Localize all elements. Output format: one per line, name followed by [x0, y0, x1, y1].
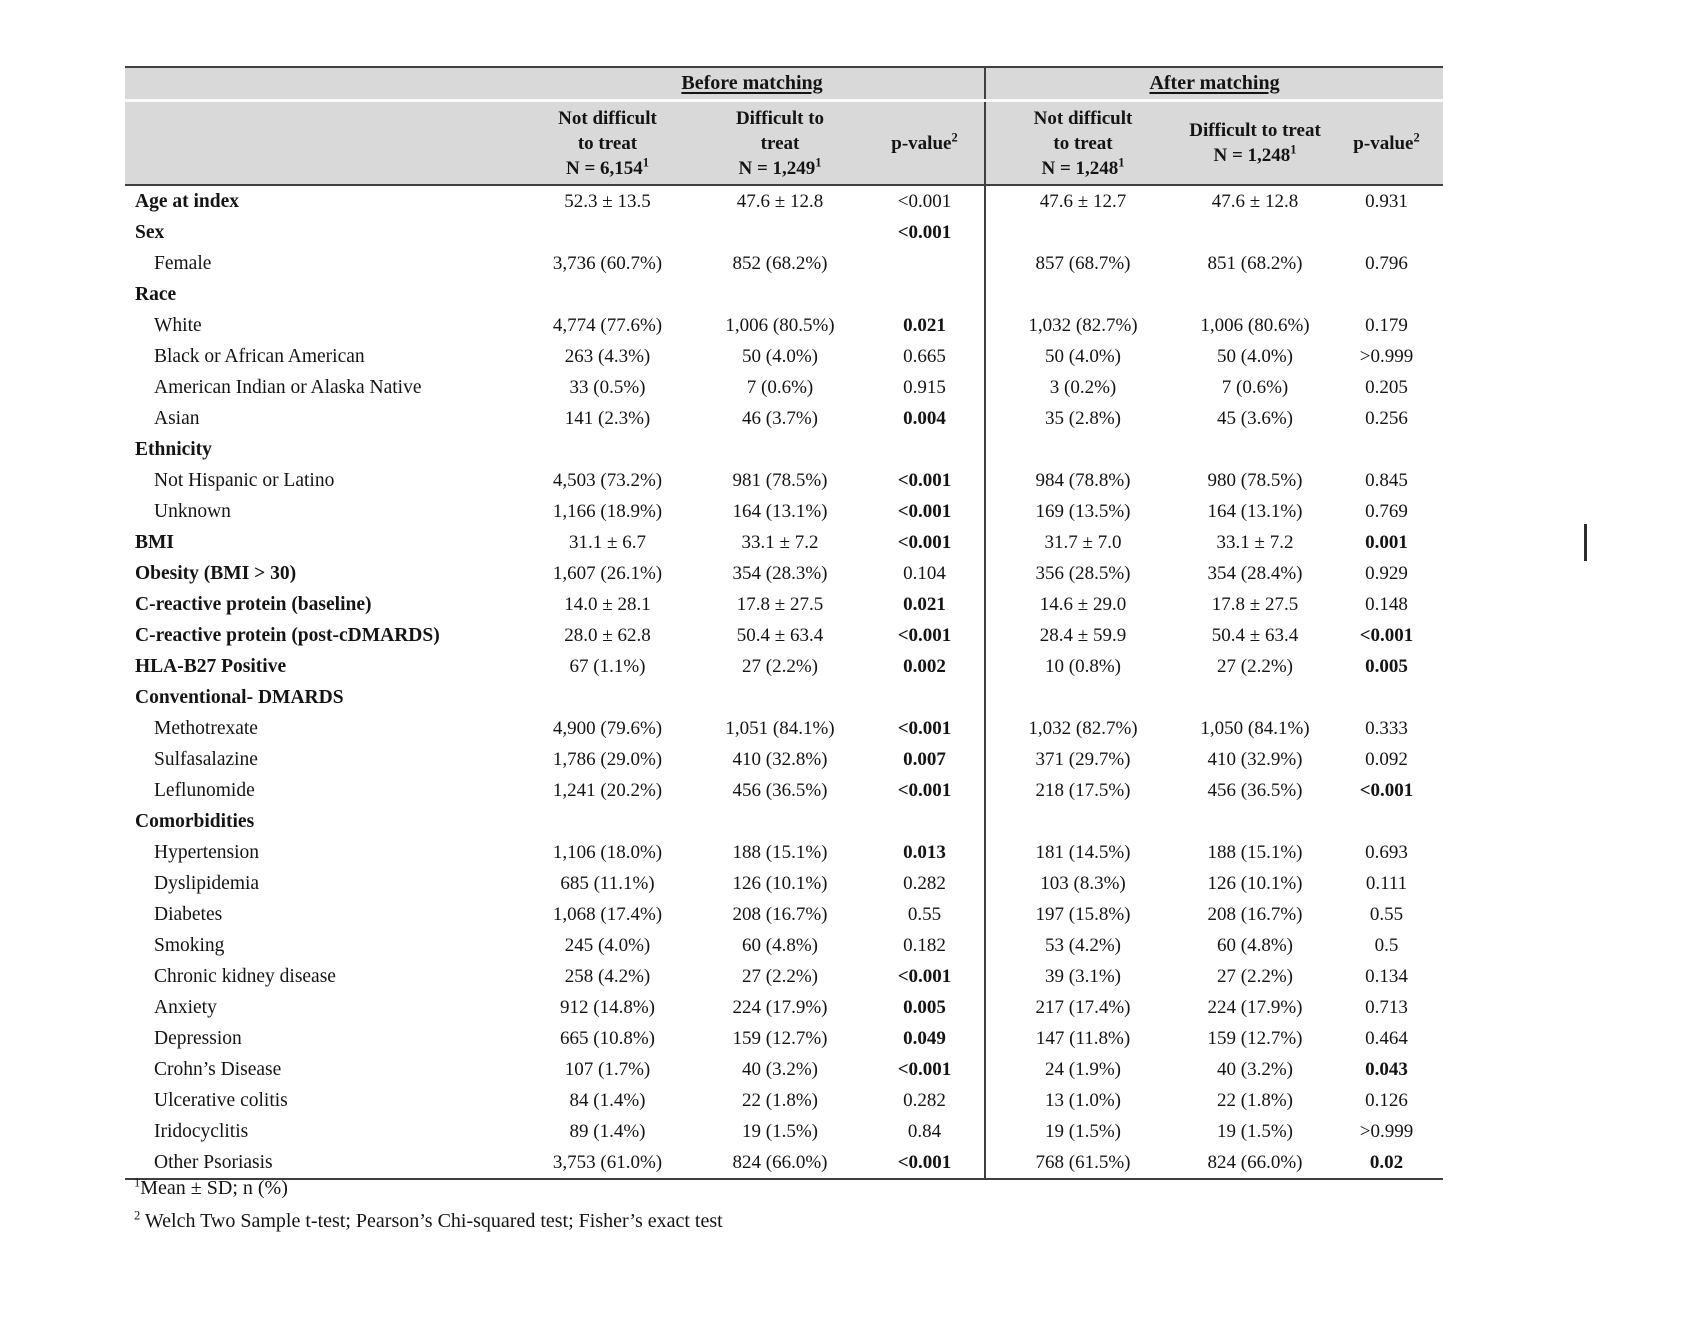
cell-after-pvalue: 0.845	[1365, 469, 1408, 491]
table-row	[125, 713, 1443, 744]
cell-after-difficult: 188 (15.1%)	[1207, 841, 1303, 863]
group-header-row	[125, 67, 1443, 101]
cell-after-difficult: 851 (68.2%)	[1207, 252, 1303, 274]
cell-after-not-difficult: 371 (29.7%)	[985, 744, 1180, 775]
cell-after-pvalue: 0.931	[1365, 190, 1408, 212]
cell-after-not-difficult: 10 (0.8%)	[985, 651, 1180, 682]
cell-after-difficult: 1,050 (84.1%)	[1200, 717, 1310, 739]
cell-after-not-difficult: 217 (17.4%)	[985, 992, 1180, 1023]
cell-after-pvalue	[1330, 434, 1443, 465]
cell-before-not-difficult	[520, 682, 695, 713]
cell-after-pvalue: 0.092	[1365, 748, 1408, 770]
table-row	[125, 527, 1443, 558]
cell-after-pvalue: 0.111	[1365, 872, 1408, 894]
cell-before-pvalue: <0.001	[897, 221, 952, 243]
cell-before-not-difficult: 84 (1.4%)	[569, 1089, 646, 1111]
cell-after-difficult: 824 (66.0%)	[1207, 1151, 1303, 1173]
cell-before-not-difficult: 14.0 ± 28.1	[564, 593, 651, 615]
cell-after-pvalue	[1330, 217, 1443, 248]
table-header	[125, 67, 1443, 185]
cell-before-pvalue: <0.001	[897, 779, 952, 801]
cell-before-pvalue: 0.005	[903, 996, 946, 1018]
cell-after-pvalue: 0.769	[1365, 500, 1408, 522]
row-label: Hypertension	[154, 841, 260, 863]
cell-after-difficult: 208 (16.7%)	[1207, 903, 1303, 925]
column-header-after-not-difficult: Not difficult to treat $N = 1,248^1$	[985, 101, 1180, 186]
row-label: Methotrexate	[154, 717, 258, 739]
cell-before-not-difficult: 4,900 (79.6%)	[552, 717, 663, 739]
cell-before-difficult: 1,006 (80.5%)	[725, 314, 835, 336]
cell-after-not-difficult: 103 (8.3%)	[985, 868, 1180, 899]
cell-after-not-difficult: 28.4 ± 59.9	[985, 620, 1180, 651]
row-label: Diabetes	[154, 903, 223, 925]
cell-after-difficult: 47.6 ± 12.8	[1211, 190, 1299, 212]
cell-before-difficult: 33.1 ± 7.2	[741, 531, 819, 553]
cell-before-pvalue	[865, 682, 985, 713]
cell-before-difficult: 22 (1.8%)	[742, 1089, 818, 1111]
column-header-after-difficult: Difficult to treat $N = 1,248^1$	[1180, 101, 1330, 186]
cell-before-pvalue: <0.001	[897, 965, 952, 987]
cell-before-difficult: 159 (12.7%)	[732, 1027, 828, 1049]
row-label: Other Psoriasis	[154, 1151, 273, 1173]
table-row	[125, 1085, 1443, 1116]
cell-after-not-difficult: 181 (14.5%)	[985, 837, 1180, 868]
baseline-characteristics-table	[125, 66, 1443, 1180]
table-row	[125, 682, 1443, 713]
cell-after-difficult: 410 (32.9%)	[1207, 748, 1303, 770]
cell-before-difficult: 410 (32.8%)	[732, 748, 828, 770]
cell-before-pvalue: <0.001	[897, 469, 952, 491]
cell-after-pvalue: 0.464	[1365, 1027, 1408, 1049]
cell-before-pvalue	[865, 279, 985, 310]
cell-before-pvalue: 0.049	[903, 1027, 946, 1049]
cell-after-pvalue: 0.693	[1365, 841, 1408, 863]
cell-before-not-difficult: 263 (4.3%)	[564, 345, 651, 367]
cell-after-difficult: 45 (3.6%)	[1217, 407, 1293, 429]
cell-after-pvalue: <0.001	[1359, 624, 1414, 646]
cell-after-not-difficult: 1,032 (82.7%)	[985, 713, 1180, 744]
cell-before-difficult	[695, 217, 865, 248]
cell-before-pvalue: <0.001	[897, 500, 952, 522]
cell-after-pvalue: 0.02	[1369, 1151, 1404, 1173]
cell-after-not-difficult: 13 (1.0%)	[985, 1085, 1180, 1116]
row-label: Anxiety	[154, 996, 217, 1018]
cell-before-not-difficult	[520, 279, 695, 310]
cell-before-difficult: 46 (3.7%)	[742, 407, 818, 429]
cell-before-not-difficult: 3,753 (61.0%)	[552, 1151, 663, 1173]
cell-before-pvalue: 0.007	[903, 748, 946, 770]
cell-before-difficult: 824 (66.0%)	[732, 1151, 828, 1173]
row-label: Smoking	[154, 934, 225, 956]
cell-after-difficult: 224 (17.9%)	[1207, 996, 1303, 1018]
footnote-1: $^1$Mean ± SD; n (%)	[134, 1175, 288, 1199]
cell-after-not-difficult: 39 (3.1%)	[985, 961, 1180, 992]
cell-before-pvalue: <0.001	[897, 717, 952, 739]
cell-after-pvalue: 0.5	[1374, 934, 1399, 956]
row-label: Black or African American	[154, 345, 365, 367]
cell-before-difficult: 164 (13.1%)	[732, 500, 828, 522]
column-header-row	[125, 101, 1443, 186]
cell-before-not-difficult: 1,068 (17.4%)	[552, 903, 663, 925]
cell-after-not-difficult	[985, 682, 1180, 713]
table-body	[125, 185, 1443, 1179]
cell-after-pvalue: 0.179	[1365, 314, 1408, 336]
cell-before-pvalue: 0.182	[903, 934, 946, 956]
cell-after-not-difficult: 857 (68.7%)	[985, 248, 1180, 279]
cell-before-pvalue: <0.001	[897, 190, 952, 212]
stray-cursor-mark	[1584, 524, 1587, 561]
row-label: Ethnicity	[135, 438, 212, 460]
cell-before-difficult	[695, 279, 865, 310]
row-label: Age at index	[135, 190, 239, 212]
cell-after-pvalue: <0.001	[1359, 779, 1414, 801]
cell-before-pvalue: 0.021	[903, 593, 946, 615]
table-row	[125, 434, 1443, 465]
cell-after-not-difficult: 24 (1.9%)	[985, 1054, 1180, 1085]
cell-before-not-difficult: 89 (1.4%)	[569, 1120, 646, 1142]
table-row	[125, 651, 1443, 682]
cell-after-not-difficult: 47.6 ± 12.7	[985, 185, 1180, 217]
cell-before-not-difficult: 31.1 ± 6.7	[569, 531, 646, 553]
cell-before-not-difficult: 28.0 ± 62.8	[564, 624, 651, 646]
row-label: C-reactive protein (post-cDMARDS)	[135, 624, 440, 646]
cell-after-pvalue: 0.005	[1365, 655, 1408, 677]
cell-after-pvalue	[1330, 806, 1443, 837]
cell-before-difficult	[695, 434, 865, 465]
row-label: Conventional- DMARDS	[135, 686, 344, 708]
cell-before-not-difficult: 1,786 (29.0%)	[552, 748, 663, 770]
cell-after-not-difficult: 169 (13.5%)	[985, 496, 1180, 527]
cell-before-pvalue: 0.665	[903, 345, 946, 367]
cell-before-not-difficult: 1,241 (20.2%)	[552, 779, 663, 801]
cell-after-pvalue	[1330, 682, 1443, 713]
cell-before-pvalue: <0.001	[897, 624, 952, 646]
cell-after-pvalue: >0.999	[1359, 345, 1414, 367]
cell-after-difficult: 980 (78.5%)	[1207, 469, 1303, 491]
table-row	[125, 992, 1443, 1023]
cell-before-not-difficult	[520, 806, 695, 837]
cell-after-pvalue: 0.256	[1365, 407, 1408, 429]
group-after-matching: After matching	[985, 67, 1443, 101]
row-label: Dyslipidemia	[154, 872, 260, 894]
cell-before-difficult	[695, 806, 865, 837]
cell-before-pvalue	[865, 806, 985, 837]
column-header-before-not-difficult: Not difficult to treat $N = 6,154^1$	[520, 101, 695, 186]
cell-after-pvalue: 0.333	[1365, 717, 1408, 739]
cell-before-not-difficult: 33 (0.5%)	[569, 376, 646, 398]
cell-after-pvalue: 0.126	[1365, 1089, 1408, 1111]
cell-after-difficult: 164 (13.1%)	[1207, 500, 1303, 522]
cell-before-not-difficult: 1,166 (18.9%)	[552, 500, 663, 522]
cell-after-not-difficult: 53 (4.2%)	[985, 930, 1180, 961]
row-label: Race	[135, 283, 177, 305]
cell-before-difficult: 208 (16.7%)	[732, 903, 828, 925]
row-label: C-reactive protein (baseline)	[135, 593, 372, 615]
cell-before-not-difficult: 3,736 (60.7%)	[552, 252, 663, 274]
cell-after-not-difficult: 197 (15.8%)	[985, 899, 1180, 930]
cell-after-not-difficult: 35 (2.8%)	[985, 403, 1180, 434]
table-row	[125, 589, 1443, 620]
cell-after-not-difficult: 19 (1.5%)	[985, 1116, 1180, 1147]
cell-before-difficult: 17.8 ± 27.5	[736, 593, 824, 615]
cell-after-pvalue: 0.713	[1365, 996, 1408, 1018]
cell-after-difficult: 456 (36.5%)	[1207, 779, 1303, 801]
cell-after-not-difficult	[985, 806, 1180, 837]
cell-before-difficult: 40 (3.2%)	[742, 1058, 818, 1080]
row-label: Obesity (BMI > 30)	[135, 562, 297, 584]
cell-before-pvalue: 0.004	[903, 407, 946, 429]
cell-before-not-difficult: 1,607 (26.1%)	[552, 562, 663, 584]
cell-after-difficult: 1,006 (80.6%)	[1200, 314, 1310, 336]
cell-after-pvalue	[1330, 279, 1443, 310]
cell-after-not-difficult: 768 (61.5%)	[985, 1147, 1180, 1179]
row-label: Crohn’s Disease	[154, 1058, 282, 1080]
cell-after-pvalue: 0.134	[1365, 965, 1408, 987]
table-row	[125, 279, 1443, 310]
cell-after-difficult: 17.8 ± 27.5	[1211, 593, 1299, 615]
cell-after-pvalue: 0.205	[1365, 376, 1408, 398]
table-row	[125, 372, 1443, 403]
cell-before-difficult: 852 (68.2%)	[732, 252, 828, 274]
cell-before-pvalue: 0.282	[903, 872, 946, 894]
cell-after-pvalue: 0.043	[1365, 1058, 1408, 1080]
cell-after-pvalue: >0.999	[1359, 1120, 1414, 1142]
cell-before-pvalue	[865, 434, 985, 465]
row-label: Iridocyclitis	[154, 1120, 249, 1142]
cell-after-difficult: 50.4 ± 63.4	[1211, 624, 1299, 646]
footnote-2: $^2$ Welch Two Sample t-test; Pearson’s Chi-squared test; Fisher’s exact test	[134, 1208, 723, 1232]
row-label: Leflunomide	[154, 779, 255, 801]
cell-before-not-difficult: 258 (4.2%)	[564, 965, 651, 987]
cell-before-pvalue: 0.002	[903, 655, 946, 677]
cell-after-not-difficult	[985, 434, 1180, 465]
cell-before-difficult: 27 (2.2%)	[742, 965, 818, 987]
table-row	[125, 341, 1443, 372]
row-label: Depression	[154, 1027, 242, 1049]
row-label: BMI	[135, 531, 174, 553]
cell-before-pvalue: 0.021	[903, 314, 946, 336]
table-row	[125, 310, 1443, 341]
cell-before-not-difficult: 67 (1.1%)	[569, 655, 646, 677]
cell-after-difficult	[1180, 434, 1330, 465]
cell-before-not-difficult: 1,106 (18.0%)	[552, 841, 663, 863]
cell-after-not-difficult: 3 (0.2%)	[985, 372, 1180, 403]
cell-before-not-difficult: 4,774 (77.6%)	[552, 314, 663, 336]
cell-before-not-difficult: 4,503 (73.2%)	[552, 469, 663, 491]
table-row	[125, 558, 1443, 589]
cell-before-difficult: 354 (28.3%)	[732, 562, 828, 584]
cell-before-not-difficult	[520, 217, 695, 248]
cell-before-difficult: 19 (1.5%)	[742, 1120, 818, 1142]
cell-after-difficult: 159 (12.7%)	[1207, 1027, 1303, 1049]
cell-after-difficult: 22 (1.8%)	[1217, 1089, 1293, 1111]
cell-before-pvalue: 0.55	[907, 903, 942, 925]
table-row	[125, 1116, 1443, 1147]
table-row	[125, 775, 1443, 806]
cell-after-not-difficult: 14.6 ± 29.0	[985, 589, 1180, 620]
cell-after-not-difficult: 147 (11.8%)	[985, 1023, 1180, 1054]
footnotes	[134, 1172, 723, 1238]
cell-before-difficult: 126 (10.1%)	[732, 872, 828, 894]
cell-after-pvalue: 0.929	[1365, 562, 1408, 584]
row-label: Unknown	[154, 500, 231, 522]
row-label: HLA-B27 Positive	[135, 655, 287, 677]
cell-before-difficult	[695, 682, 865, 713]
cell-after-not-difficult: 356 (28.5%)	[985, 558, 1180, 589]
table-row	[125, 961, 1443, 992]
group-before-matching: Before matching	[520, 67, 985, 101]
table-row	[125, 899, 1443, 930]
row-label: Ulcerative colitis	[154, 1089, 288, 1111]
cell-after-not-difficult: 218 (17.5%)	[985, 775, 1180, 806]
row-label: Not Hispanic or Latino	[154, 469, 335, 491]
cell-before-not-difficult: 245 (4.0%)	[564, 934, 651, 956]
cell-after-not-difficult	[985, 217, 1180, 248]
cell-after-difficult	[1180, 682, 1330, 713]
cell-after-not-difficult: 50 (4.0%)	[985, 341, 1180, 372]
table-row	[125, 837, 1443, 868]
column-header-before-pvalue: p-value$^2$	[865, 101, 985, 186]
cell-before-not-difficult: 912 (14.8%)	[560, 996, 655, 1018]
cell-after-not-difficult: 984 (78.8%)	[985, 465, 1180, 496]
cell-before-pvalue: 0.013	[903, 841, 946, 863]
cell-before-pvalue: 0.104	[903, 562, 946, 584]
cell-before-difficult: 188 (15.1%)	[732, 841, 828, 863]
cell-after-pvalue: 0.001	[1365, 531, 1408, 553]
row-label: Female	[154, 252, 212, 274]
cell-before-pvalue: 0.915	[903, 376, 946, 398]
cell-before-difficult: 224 (17.9%)	[732, 996, 828, 1018]
cell-before-not-difficult	[520, 434, 695, 465]
table-row	[125, 496, 1443, 527]
cell-after-difficult: 7 (0.6%)	[1221, 376, 1289, 398]
cell-before-difficult: 50 (4.0%)	[742, 345, 818, 367]
cell-before-not-difficult: 141 (2.3%)	[564, 407, 651, 429]
column-header-after-pvalue: p-value$^2$	[1330, 101, 1443, 186]
cell-after-difficult: 60 (4.8%)	[1217, 934, 1293, 956]
cell-before-pvalue	[865, 248, 985, 279]
cell-after-difficult: 126 (10.1%)	[1207, 872, 1303, 894]
cell-before-not-difficult: 107 (1.7%)	[564, 1058, 651, 1080]
cell-after-difficult: 27 (2.2%)	[1217, 655, 1293, 677]
cell-after-difficult	[1180, 279, 1330, 310]
table-row	[125, 185, 1443, 217]
table-row	[125, 403, 1443, 434]
cell-after-difficult: 19 (1.5%)	[1217, 1120, 1293, 1142]
row-label: American Indian or Alaska Native	[154, 376, 422, 398]
cell-before-difficult: 456 (36.5%)	[732, 779, 828, 801]
corner-cell	[125, 67, 520, 101]
cell-after-difficult	[1180, 806, 1330, 837]
cell-after-pvalue: 0.55	[1369, 903, 1404, 925]
cell-after-difficult: 354 (28.4%)	[1207, 562, 1303, 584]
cell-before-pvalue: 0.84	[907, 1120, 942, 1142]
table-row	[125, 1023, 1443, 1054]
row-label: Chronic kidney disease	[154, 965, 336, 987]
cell-before-difficult: 27 (2.2%)	[742, 655, 818, 677]
cell-before-not-difficult: 685 (11.1%)	[560, 872, 655, 894]
cell-after-difficult: 27 (2.2%)	[1217, 965, 1293, 987]
cell-before-difficult: 1,051 (84.1%)	[725, 717, 835, 739]
cell-after-pvalue: 0.148	[1365, 593, 1408, 615]
cell-after-not-difficult: 31.7 ± 7.0	[985, 527, 1180, 558]
cell-after-difficult: 40 (3.2%)	[1217, 1058, 1293, 1080]
table-row	[125, 248, 1443, 279]
row-label: White	[154, 314, 202, 336]
column-header-characteristic	[125, 101, 520, 186]
row-label: Sulfasalazine	[154, 748, 258, 770]
cell-before-not-difficult: 665 (10.8%)	[560, 1027, 655, 1049]
cell-after-difficult	[1180, 217, 1330, 248]
cell-before-difficult: 7 (0.6%)	[746, 376, 814, 398]
table-row	[125, 868, 1443, 899]
cell-after-difficult: 33.1 ± 7.2	[1216, 531, 1294, 553]
table-row	[125, 620, 1443, 651]
table-row	[125, 1054, 1443, 1085]
cell-before-difficult: 60 (4.8%)	[742, 934, 818, 956]
cell-after-pvalue: 0.796	[1365, 252, 1408, 274]
cell-before-difficult: 981 (78.5%)	[732, 469, 828, 491]
cell-before-difficult: 47.6 ± 12.8	[736, 190, 824, 212]
row-label: Sex	[135, 221, 165, 243]
cell-after-not-difficult: 1,032 (82.7%)	[985, 310, 1180, 341]
table-row	[125, 217, 1443, 248]
cell-before-not-difficult: 52.3 ± 13.5	[564, 190, 651, 212]
cell-before-pvalue: <0.001	[897, 1058, 952, 1080]
table-row	[125, 465, 1443, 496]
row-label: Asian	[154, 407, 200, 429]
column-header-before-difficult: Difficult to treat $N = 1,249^1$	[695, 101, 865, 186]
cell-before-pvalue: <0.001	[897, 1151, 952, 1173]
cell-after-not-difficult	[985, 279, 1180, 310]
row-label: Comorbidities	[135, 810, 255, 832]
cell-before-difficult: 50.4 ± 63.4	[736, 624, 824, 646]
table-row	[125, 806, 1443, 837]
cell-after-difficult: 50 (4.0%)	[1217, 345, 1293, 367]
cell-before-pvalue: 0.282	[903, 1089, 946, 1111]
table-row	[125, 744, 1443, 775]
cell-before-pvalue: <0.001	[897, 531, 952, 553]
table-row	[125, 930, 1443, 961]
